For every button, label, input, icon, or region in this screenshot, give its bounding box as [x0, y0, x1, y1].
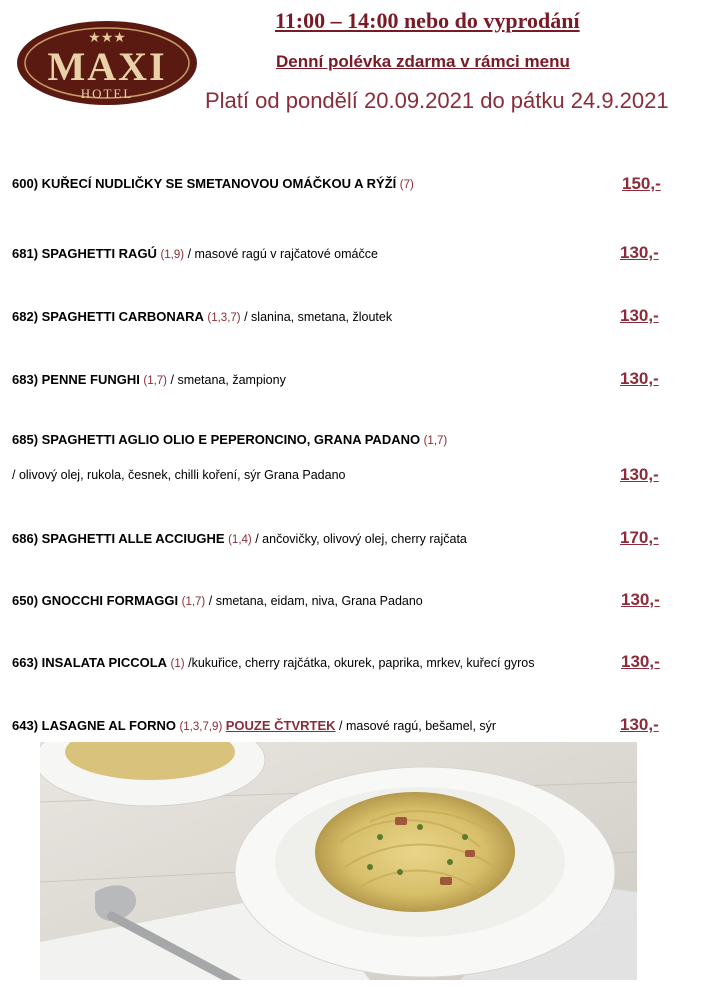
item-name: 650) GNOCCHI FORMAGGI	[12, 593, 179, 608]
item-name: 686) SPAGHETTI ALLE ACCIUGHE	[12, 531, 225, 546]
item-name: 643) LASAGNE AL FORNO	[12, 718, 176, 733]
item-allergens: (1,4)	[228, 534, 252, 546]
menu-item-description-line	[12, 468, 346, 482]
item-name: 682) SPAGHETTI CARBONARA	[12, 309, 204, 324]
menu-item	[12, 718, 496, 733]
item-allergens: (1,9)	[160, 249, 185, 261]
item-price: 130,-	[621, 652, 660, 671]
item-name: 663) INSALATA PICCOLA	[12, 655, 168, 670]
item-description: / slanina, smetana, žloutek	[244, 310, 393, 324]
validity-dates: Platí od pondělí 20.09.2021 do pátku 24.9.2021	[205, 88, 669, 113]
item-allergens: (1,7)	[423, 435, 448, 447]
item-description: / olivový olej, rukola, česnek, chilli koření, sýr Grana Padano	[12, 468, 346, 482]
menu-item	[12, 176, 414, 191]
logo-brand: MAXI	[47, 44, 167, 89]
item-allergens: (1)	[170, 658, 185, 670]
item-price: 130,-	[620, 465, 659, 484]
menu-item	[12, 531, 467, 546]
soup-note: Denní polévka zdarma v rámci menu	[276, 52, 570, 71]
item-description: /kukuřice, cherry rajčátka, okurek, paprika, mrkev, kuřecí gyros	[188, 656, 535, 670]
menu-item	[12, 372, 286, 387]
item-price: 130,-	[620, 369, 659, 388]
item-allergens: (1,3,7)	[207, 312, 241, 324]
item-price: 130,-	[620, 306, 659, 325]
item-allergens: (1,7)	[143, 375, 168, 387]
item-name: 681) SPAGHETTI RAGÚ	[12, 246, 157, 261]
menu-item	[12, 309, 392, 324]
item-description: / masové ragú, bešamel, sýr	[339, 719, 497, 733]
opening-hours: 11:00 – 14:00 nebo do vyprodání	[275, 8, 580, 33]
thursday-only-note: POUZE ČTVRTEK	[225, 718, 336, 733]
hotel-logo	[14, 18, 200, 108]
item-description: / smetana, žampiony	[170, 373, 286, 387]
item-allergens: (1,7)	[181, 596, 206, 608]
menu-item	[12, 593, 423, 608]
item-price: 130,-	[621, 590, 660, 609]
item-allergens: (1,3,7,9)	[179, 721, 223, 733]
item-name: 685) SPAGHETTI AGLIO OLIO E PEPERONCINO, GRANA PADANO	[12, 432, 421, 447]
item-name: 600) KUŘECÍ NUDLIČKY SE SMETANOVOU OMÁČKOU A RÝŽÍ	[12, 176, 397, 191]
menu-item	[12, 432, 447, 447]
item-price: 130,-	[620, 715, 659, 734]
item-price: 130,-	[620, 243, 659, 262]
item-description: / smetana, eidam, niva, Grana Padano	[208, 594, 423, 608]
menu-item	[12, 655, 535, 670]
logo-sub: HOTEL	[80, 86, 134, 101]
logo-stars: ★★★	[88, 30, 126, 46]
menu-item	[12, 246, 378, 261]
item-name: 683) PENNE FUNGHI	[12, 372, 140, 387]
item-description: / ančovičky, olivový olej, cherry rajčata	[255, 532, 467, 546]
pasta-dish-photo	[40, 742, 637, 980]
item-price: 170,-	[620, 528, 659, 547]
item-description: / masové ragú v rajčatové omáčce	[187, 247, 378, 261]
item-price: 150,-	[622, 174, 661, 193]
item-allergens: (7)	[399, 179, 414, 191]
